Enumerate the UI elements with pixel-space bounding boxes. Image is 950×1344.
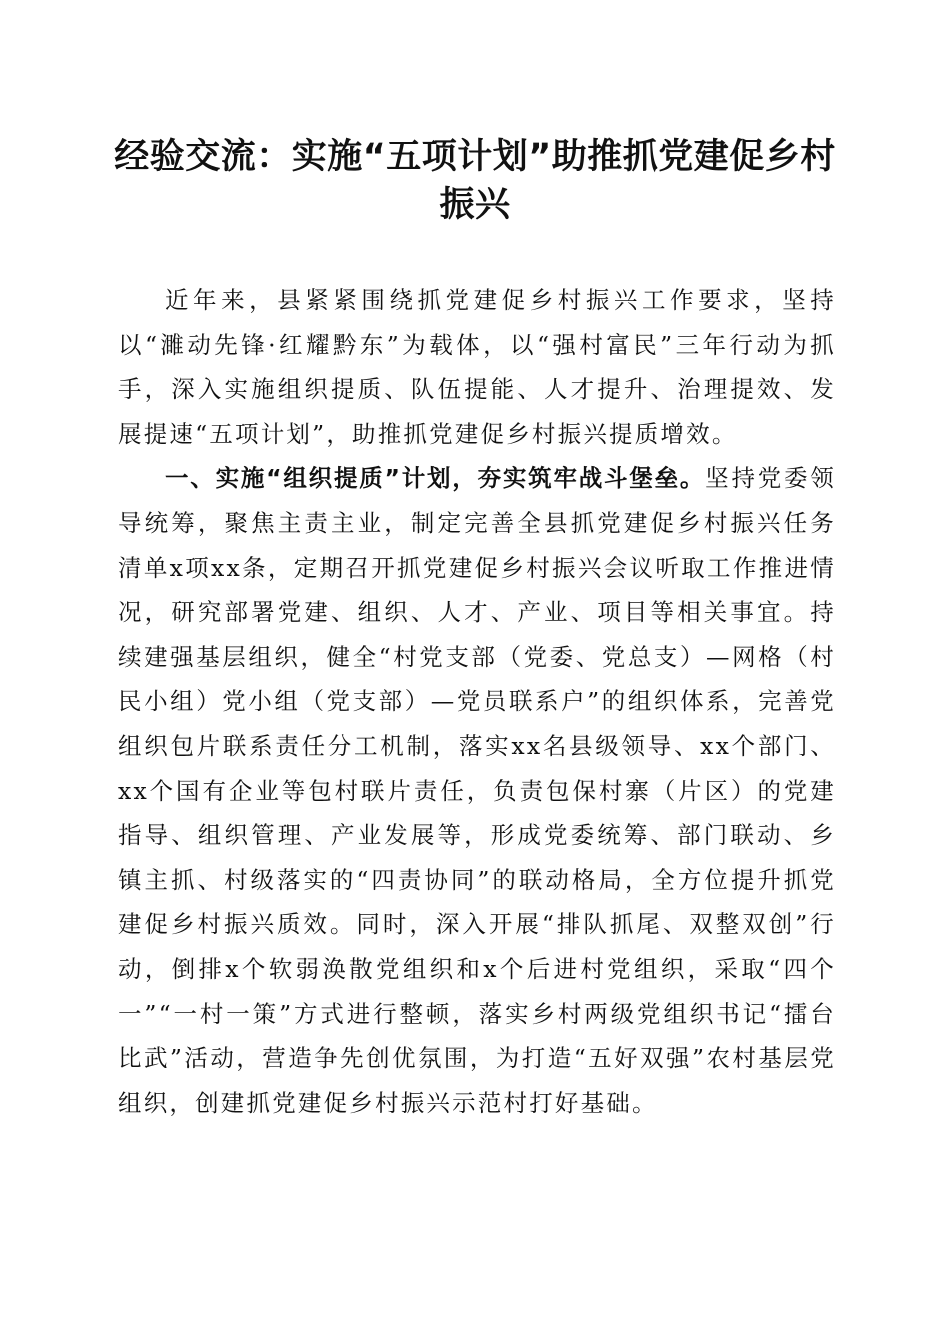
section-one-text: 坚持党委领导统筹，聚焦主责主业，制定完善全县抓党建促乡村振兴任务清单x项xx条，定期召开抓党建促乡村振兴会议听取工作推进情况，研究部署党建、组织、人才、产业、项目等相关事宜。持续建强基层组织，健全“村党支部（党委、党总支）—网格（村民小组）党小组（党支部）—党员联系户”的组织体系，完善党组织包片联系责任分工机制，落实xx名县级领导、xx个部门、xx个国有企业等包村联片责任，负责包保村寨（片区）的党建指导、组织管理、产业发展等，形成党委统筹、部门联动、乡镇主抓、村级落实的“四责协同”的联动格局，全方位提升抓党建促乡村振兴质效。同时，深入开展“排队抓尾、双整双创”行动，倒排x个软弱涣散党组织和x个后进村党组织，采取“四个一”“一村一策”方式进行整顿，落实乡村两级党组织书记“擂台比武”活动，营造争先创优氛围，为打造“五好双强”农村基层党组织，创建抓党建促乡村振兴示范村打好基础。 (118, 464, 836, 1117)
intro-paragraph (118, 278, 836, 456)
document-body (118, 278, 836, 1125)
document-title: 经验交流：实施“五项计划”助推抓党建促乡村振兴 (114, 137, 836, 225)
intro-paragraph-text: 近年来，县紧紧围绕抓党建促乡村振兴工作要求，坚持以“濉动先锋·红耀黔东”为载体，以“强村富民”三年行动为抓手，深入实施组织提质、队伍提能、人才提升、治理提效、发展提速“五项计划”，助推抓党建促乡村振兴提质增效。 (118, 286, 836, 448)
section-one-heading: 一、实施“组织提质”计划，夯实筑牢战斗堡垒。 (165, 464, 706, 493)
section-one-paragraph (118, 456, 836, 1125)
